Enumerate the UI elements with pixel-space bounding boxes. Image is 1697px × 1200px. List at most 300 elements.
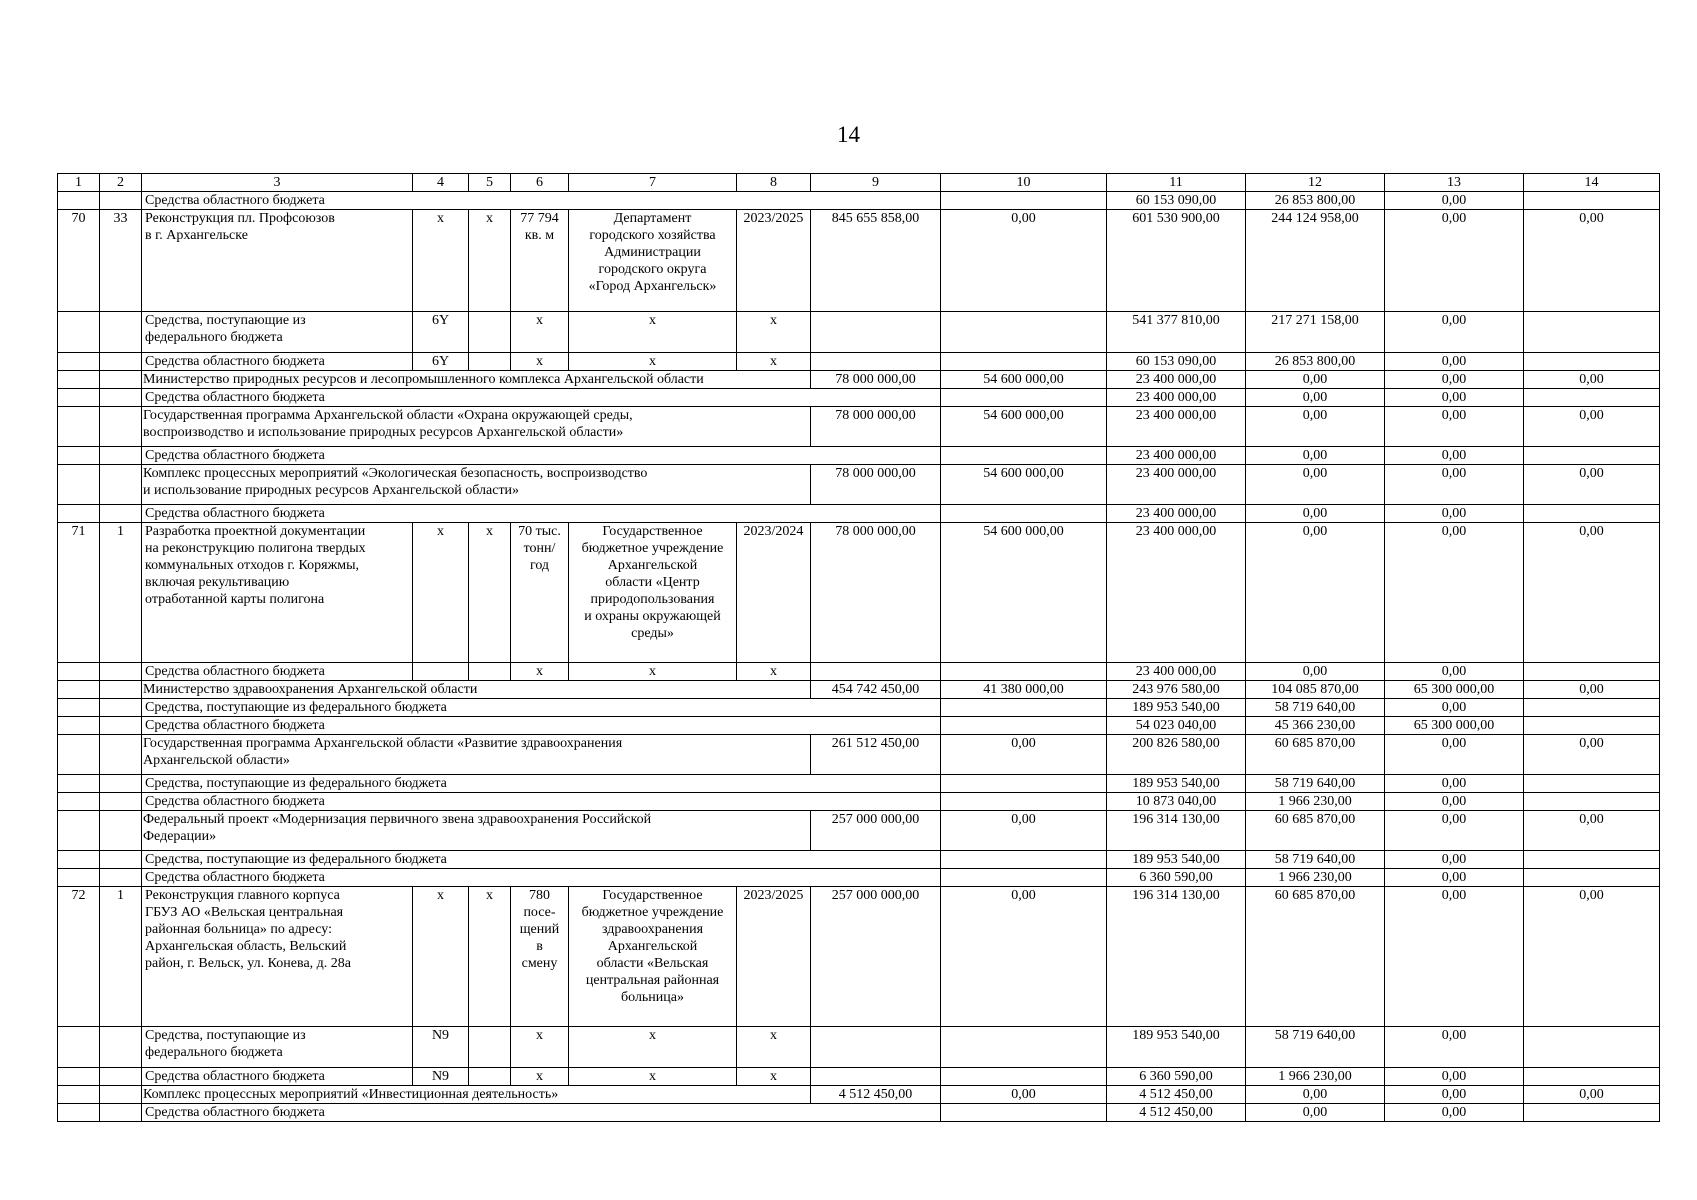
empty-cell (100, 699, 142, 717)
empty-cell (58, 407, 100, 447)
empty-cell (100, 407, 142, 447)
value-col-9: 78 000 000,00 (811, 465, 941, 505)
empty-cell (941, 869, 1107, 887)
value-col-12: 244 124 958,00 (1246, 210, 1385, 312)
customer-cell: х (569, 663, 737, 681)
empty-cell (941, 312, 1107, 353)
section-title: Комплекс процессных мероприятий «Экологическая безопасность, воспроизводство и использование природных ресурсов Архангельской области» (142, 465, 811, 505)
capacity-cell: х (511, 353, 569, 371)
empty-cell (941, 717, 1107, 735)
value-col-12: 0,00 (1246, 523, 1385, 663)
value-col-14: 0,00 (1524, 371, 1660, 389)
period-cell: х (737, 353, 811, 371)
value-col-11: 196 314 130,00 (1107, 811, 1246, 851)
value-col-11: 200 826 580,00 (1107, 735, 1246, 775)
value-col-12: 60 685 870,00 (1246, 735, 1385, 775)
value-col-12: 45 366 230,00 (1246, 717, 1385, 735)
value-col-12: 1 966 230,00 (1246, 1068, 1385, 1086)
empty-cell (100, 681, 142, 699)
empty-cell (100, 775, 142, 793)
capacity-cell: 780 посе- щений в смену (511, 887, 569, 1027)
period-cell: х (737, 663, 811, 681)
empty-cell (100, 793, 142, 811)
section-title: Министерство здравоохранения Архангельской области (142, 681, 811, 699)
value-col-9: 78 000 000,00 (811, 371, 941, 389)
empty-cell (811, 312, 941, 353)
column-number-1: 1 (58, 174, 100, 192)
empty-cell (1524, 851, 1660, 869)
code-cell: N9 (413, 1068, 469, 1086)
funding-source-label: Средства областного бюджета (142, 793, 941, 811)
empty-cell (58, 1027, 100, 1068)
value-col-13: 0,00 (1385, 811, 1524, 851)
value-col-10: 0,00 (941, 811, 1107, 851)
budget-table (57, 173, 1660, 1122)
empty-cell (100, 735, 142, 775)
funding-source-label: Средства областного бюджета (142, 192, 941, 210)
row-number: 70 (58, 210, 100, 312)
table-row (58, 811, 1660, 851)
table-row (58, 353, 1660, 371)
value-col-13: 0,00 (1385, 851, 1524, 869)
value-col-14: 0,00 (1524, 887, 1660, 1027)
customer-cell: х (569, 1068, 737, 1086)
capacity-cell: х (511, 663, 569, 681)
capacity-cell: х (511, 312, 569, 353)
value-col-12: 0,00 (1246, 371, 1385, 389)
table-row (58, 389, 1660, 407)
value-col-12: 0,00 (1246, 505, 1385, 523)
customer-cell: х (569, 312, 737, 353)
column-number-12: 12 (1246, 174, 1385, 192)
value-col-11: 189 953 540,00 (1107, 775, 1246, 793)
funding-source-label: Средства областного бюджета (142, 717, 941, 735)
period-cell: 2023/2024 (737, 523, 811, 663)
empty-cell (1524, 1104, 1660, 1122)
empty-cell (58, 717, 100, 735)
table-row (58, 371, 1660, 389)
value-col-14: 0,00 (1524, 735, 1660, 775)
value-col-13: 0,00 (1385, 793, 1524, 811)
empty-cell (58, 371, 100, 389)
header-row (58, 174, 1660, 192)
period-cell: 2023/2025 (737, 210, 811, 312)
value-col-9: 257 000 000,00 (811, 887, 941, 1027)
table-row (58, 663, 1660, 681)
value-col-10: 0,00 (941, 210, 1107, 312)
empty-cell (941, 775, 1107, 793)
empty-cell (58, 389, 100, 407)
empty-cell (100, 1104, 142, 1122)
empty-cell (100, 851, 142, 869)
capacity-cell: 70 тыс. тонн/ год (511, 523, 569, 663)
col-5-cell: х (469, 887, 511, 1027)
table-row (58, 1027, 1660, 1068)
empty-cell (811, 663, 941, 681)
value-col-10: 54 600 000,00 (941, 465, 1107, 505)
value-col-13: 0,00 (1385, 775, 1524, 793)
value-col-13: 0,00 (1385, 1104, 1524, 1122)
empty-cell (100, 371, 142, 389)
value-col-12: 1 966 230,00 (1246, 869, 1385, 887)
value-col-13: 0,00 (1385, 192, 1524, 210)
table-row (58, 1068, 1660, 1086)
table-row (58, 1086, 1660, 1104)
column-number-10: 10 (941, 174, 1107, 192)
value-col-12: 0,00 (1246, 663, 1385, 681)
empty-cell (469, 663, 511, 681)
period-cell: х (737, 1068, 811, 1086)
item-number: 1 (100, 523, 142, 663)
customer-cell: Государственное бюджетное учреждение здравоохранения Архангельской области «Вельская центральная районная больница» (569, 887, 737, 1027)
section-title: Комплекс процессных мероприятий «Инвестиционная деятельность» (142, 1086, 811, 1104)
value-col-11: 541 377 810,00 (1107, 312, 1246, 353)
value-col-13: 0,00 (1385, 699, 1524, 717)
capacity-cell: х (511, 1068, 569, 1086)
empty-cell (469, 312, 511, 353)
code-cell: х (413, 523, 469, 663)
value-col-14: 0,00 (1524, 811, 1660, 851)
value-col-12: 26 853 800,00 (1246, 353, 1385, 371)
capacity-cell: х (511, 1027, 569, 1068)
empty-cell (1524, 869, 1660, 887)
empty-cell (1524, 1068, 1660, 1086)
empty-cell (100, 465, 142, 505)
value-col-12: 0,00 (1246, 465, 1385, 505)
empty-cell (100, 192, 142, 210)
empty-cell (100, 353, 142, 371)
customer-cell: х (569, 1027, 737, 1068)
empty-cell (58, 1086, 100, 1104)
value-col-12: 60 685 870,00 (1246, 811, 1385, 851)
empty-cell (941, 1068, 1107, 1086)
empty-cell (1524, 775, 1660, 793)
value-col-9: 257 000 000,00 (811, 811, 941, 851)
empty-cell (941, 192, 1107, 210)
customer-cell: Государственное бюджетное учреждение Архангельской области «Центр природопользования и охраны окружающей среды» (569, 523, 737, 663)
table-row (58, 793, 1660, 811)
column-number-11: 11 (1107, 174, 1246, 192)
empty-cell (58, 869, 100, 887)
value-col-12: 58 719 640,00 (1246, 851, 1385, 869)
column-number-9: 9 (811, 174, 941, 192)
period-cell: х (737, 312, 811, 353)
col-5-cell: х (469, 210, 511, 312)
empty-cell (941, 1104, 1107, 1122)
value-col-14: 0,00 (1524, 407, 1660, 447)
value-col-11: 23 400 000,00 (1107, 389, 1246, 407)
value-col-13: 0,00 (1385, 312, 1524, 353)
table-row (58, 717, 1660, 735)
value-col-12: 58 719 640,00 (1246, 775, 1385, 793)
empty-cell (469, 353, 511, 371)
value-col-13: 0,00 (1385, 389, 1524, 407)
funding-source-label: Средства областного бюджета (142, 1104, 941, 1122)
empty-cell (100, 1068, 142, 1086)
empty-cell (58, 851, 100, 869)
value-col-12: 0,00 (1246, 1086, 1385, 1104)
empty-cell (941, 663, 1107, 681)
table-row (58, 1104, 1660, 1122)
code-cell: х (413, 210, 469, 312)
code-cell: х (413, 887, 469, 1027)
value-col-10: 41 380 000,00 (941, 681, 1107, 699)
code-cell: 6Y (413, 353, 469, 371)
capacity-cell: 77 794 кв. м (511, 210, 569, 312)
value-col-13: 0,00 (1385, 523, 1524, 663)
empty-cell (1524, 663, 1660, 681)
funding-source-label: Средства, поступающие из федерального бюджета (142, 699, 941, 717)
code-cell: 6Y (413, 312, 469, 353)
value-col-11: 189 953 540,00 (1107, 1027, 1246, 1068)
value-col-11: 23 400 000,00 (1107, 407, 1246, 447)
period-cell: 2023/2025 (737, 887, 811, 1027)
empty-cell (941, 793, 1107, 811)
value-col-12: 58 719 640,00 (1246, 699, 1385, 717)
funding-source-label: Средства, поступающие из федерального бюджета (142, 1027, 413, 1068)
column-number-7: 7 (569, 174, 737, 192)
column-number-14: 14 (1524, 174, 1660, 192)
empty-cell (100, 1086, 142, 1104)
value-col-11: 23 400 000,00 (1107, 663, 1246, 681)
section-title: Государственная программа Архангельской области «Развитие здравоохранения Архангельской области» (142, 735, 811, 775)
row-number: 71 (58, 523, 100, 663)
value-col-10: 0,00 (941, 735, 1107, 775)
table-row (58, 735, 1660, 775)
empty-cell (941, 1027, 1107, 1068)
column-number-5: 5 (469, 174, 511, 192)
empty-cell (941, 353, 1107, 371)
empty-cell (100, 447, 142, 465)
empty-cell (58, 465, 100, 505)
empty-cell (941, 851, 1107, 869)
value-col-10: 54 600 000,00 (941, 371, 1107, 389)
page-number: 14 (837, 122, 860, 147)
code-cell (413, 663, 469, 681)
column-number-8: 8 (737, 174, 811, 192)
customer-cell: х (569, 353, 737, 371)
empty-cell (941, 389, 1107, 407)
table-row (58, 192, 1660, 210)
empty-cell (58, 1104, 100, 1122)
empty-cell (1524, 192, 1660, 210)
empty-cell (58, 353, 100, 371)
empty-cell (100, 505, 142, 523)
funding-source-label: Средства, поступающие из федерального бюджета (142, 851, 941, 869)
funding-source-label: Средства областного бюджета (142, 663, 413, 681)
funding-source-label: Средства, поступающие из федерального бюджета (142, 775, 941, 793)
empty-cell (1524, 353, 1660, 371)
value-col-13: 0,00 (1385, 505, 1524, 523)
empty-cell (58, 447, 100, 465)
table-row (58, 681, 1660, 699)
table-row (58, 312, 1660, 353)
value-col-12: 0,00 (1246, 389, 1385, 407)
value-col-13: 0,00 (1385, 1027, 1524, 1068)
value-col-11: 54 023 040,00 (1107, 717, 1246, 735)
value-col-12: 0,00 (1246, 1104, 1385, 1122)
empty-cell (941, 505, 1107, 523)
empty-cell (1524, 717, 1660, 735)
value-col-12: 26 853 800,00 (1246, 192, 1385, 210)
empty-cell (100, 811, 142, 851)
section-title: Государственная программа Архангельской области «Охрана окружающей среды, воспроизводство и использование природных ресурсов Архангельской области» (142, 407, 811, 447)
column-number-3: 3 (142, 174, 413, 192)
empty-cell (1524, 505, 1660, 523)
funding-source-label: Средства областного бюджета (142, 389, 941, 407)
value-col-12: 0,00 (1246, 407, 1385, 447)
funding-source-label: Средства областного бюджета (142, 353, 413, 371)
value-col-11: 60 153 090,00 (1107, 192, 1246, 210)
value-col-13: 0,00 (1385, 371, 1524, 389)
column-number-2: 2 (100, 174, 142, 192)
empty-cell (100, 663, 142, 681)
value-col-12: 217 271 158,00 (1246, 312, 1385, 353)
value-col-11: 4 512 450,00 (1107, 1086, 1246, 1104)
value-col-13: 0,00 (1385, 735, 1524, 775)
value-col-12: 58 719 640,00 (1246, 1027, 1385, 1068)
empty-cell (469, 1068, 511, 1086)
col-5-cell: х (469, 523, 511, 663)
value-col-13: 0,00 (1385, 663, 1524, 681)
value-col-11: 10 873 040,00 (1107, 793, 1246, 811)
value-col-14: 0,00 (1524, 523, 1660, 663)
customer-cell: Департамент городского хозяйства Администрации городского округа «Город Архангельск» (569, 210, 737, 312)
table-row (58, 775, 1660, 793)
empty-cell (100, 717, 142, 735)
column-number-6: 6 (511, 174, 569, 192)
value-col-10: 0,00 (941, 887, 1107, 1027)
object-name: Реконструкция главного корпуса ГБУЗ АО «Вельская центральная районная больница» по адресу: Архангельская область, Вельский район, г. Вельск, ул. Конева, д. 28а (142, 887, 413, 1027)
value-col-9: 78 000 000,00 (811, 407, 941, 447)
empty-cell (1524, 312, 1660, 353)
value-col-11: 243 976 580,00 (1107, 681, 1246, 699)
value-col-13: 0,00 (1385, 407, 1524, 447)
value-col-9: 4 512 450,00 (811, 1086, 941, 1104)
value-col-14: 0,00 (1524, 465, 1660, 505)
section-title: Министерство природных ресурсов и лесопромышленного комплекса Архангельской области (142, 371, 811, 389)
value-col-14: 0,00 (1524, 1086, 1660, 1104)
funding-source-label: Средства областного бюджета (142, 447, 941, 465)
value-col-9: 78 000 000,00 (811, 523, 941, 663)
item-number: 1 (100, 887, 142, 1027)
value-col-13: 0,00 (1385, 353, 1524, 371)
value-col-13: 65 300 000,00 (1385, 717, 1524, 735)
funding-source-label: Средства областного бюджета (142, 505, 941, 523)
value-col-12: 104 085 870,00 (1246, 681, 1385, 699)
value-col-14: 0,00 (1524, 210, 1660, 312)
value-col-11: 6 360 590,00 (1107, 869, 1246, 887)
value-col-13: 0,00 (1385, 447, 1524, 465)
empty-cell (100, 1027, 142, 1068)
table-row (58, 523, 1660, 663)
empty-cell (58, 1068, 100, 1086)
value-col-10: 54 600 000,00 (941, 407, 1107, 447)
empty-cell (58, 192, 100, 210)
value-col-11: 189 953 540,00 (1107, 851, 1246, 869)
empty-cell (58, 699, 100, 717)
empty-cell (58, 312, 100, 353)
table-row (58, 851, 1660, 869)
column-number-4: 4 (413, 174, 469, 192)
value-col-13: 0,00 (1385, 465, 1524, 505)
value-col-10: 54 600 000,00 (941, 523, 1107, 663)
value-col-11: 196 314 130,00 (1107, 887, 1246, 1027)
empty-cell (941, 699, 1107, 717)
table-row (58, 887, 1660, 1027)
table-row (58, 210, 1660, 312)
empty-cell (58, 505, 100, 523)
empty-cell (58, 811, 100, 851)
table-row (58, 699, 1660, 717)
empty-cell (469, 1027, 511, 1068)
empty-cell (1524, 389, 1660, 407)
empty-cell (100, 389, 142, 407)
object-name: Реконструкция пл. Профсоюзов в г. Архангельске (142, 210, 413, 312)
table-row (58, 505, 1660, 523)
table-row (58, 407, 1660, 447)
value-col-9: 261 512 450,00 (811, 735, 941, 775)
value-col-13: 0,00 (1385, 869, 1524, 887)
value-col-11: 601 530 900,00 (1107, 210, 1246, 312)
empty-cell (811, 1027, 941, 1068)
period-cell: х (737, 1027, 811, 1068)
value-col-12: 60 685 870,00 (1246, 887, 1385, 1027)
empty-cell (100, 312, 142, 353)
object-name: Разработка проектной документации на реконструкцию полигона твердых коммунальных отходов г. Коряжмы, включая рекультивацию отработанной карты полигона (142, 523, 413, 663)
value-col-12: 0,00 (1246, 447, 1385, 465)
empty-cell (1524, 447, 1660, 465)
table-row (58, 465, 1660, 505)
section-title: Федеральный проект «Модернизация первичного звена здравоохранения Российской Федерации» (142, 811, 811, 851)
value-col-9: 454 742 450,00 (811, 681, 941, 699)
value-col-14: 0,00 (1524, 681, 1660, 699)
table-row (58, 447, 1660, 465)
value-col-11: 60 153 090,00 (1107, 353, 1246, 371)
funding-source-label: Средства областного бюджета (142, 1068, 413, 1086)
value-col-12: 1 966 230,00 (1246, 793, 1385, 811)
empty-cell (941, 447, 1107, 465)
value-col-13: 65 300 000,00 (1385, 681, 1524, 699)
empty-cell (100, 869, 142, 887)
value-col-11: 23 400 000,00 (1107, 447, 1246, 465)
value-col-11: 6 360 590,00 (1107, 1068, 1246, 1086)
item-number: 33 (100, 210, 142, 312)
empty-cell (1524, 793, 1660, 811)
empty-cell (811, 1068, 941, 1086)
empty-cell (58, 681, 100, 699)
funding-source-label: Средства областного бюджета (142, 869, 941, 887)
empty-cell (811, 353, 941, 371)
empty-cell (58, 793, 100, 811)
value-col-11: 23 400 000,00 (1107, 465, 1246, 505)
value-col-13: 0,00 (1385, 887, 1524, 1027)
column-number-13: 13 (1385, 174, 1524, 192)
empty-cell (58, 735, 100, 775)
value-col-13: 0,00 (1385, 210, 1524, 312)
value-col-11: 4 512 450,00 (1107, 1104, 1246, 1122)
empty-cell (1524, 1027, 1660, 1068)
empty-cell (58, 775, 100, 793)
value-col-11: 189 953 540,00 (1107, 699, 1246, 717)
value-col-11: 23 400 000,00 (1107, 523, 1246, 663)
value-col-13: 0,00 (1385, 1086, 1524, 1104)
value-col-11: 23 400 000,00 (1107, 505, 1246, 523)
funding-source-label: Средства, поступающие из федерального бюджета (142, 312, 413, 353)
value-col-10: 0,00 (941, 1086, 1107, 1104)
value-col-9: 845 655 858,00 (811, 210, 941, 312)
row-number: 72 (58, 887, 100, 1027)
